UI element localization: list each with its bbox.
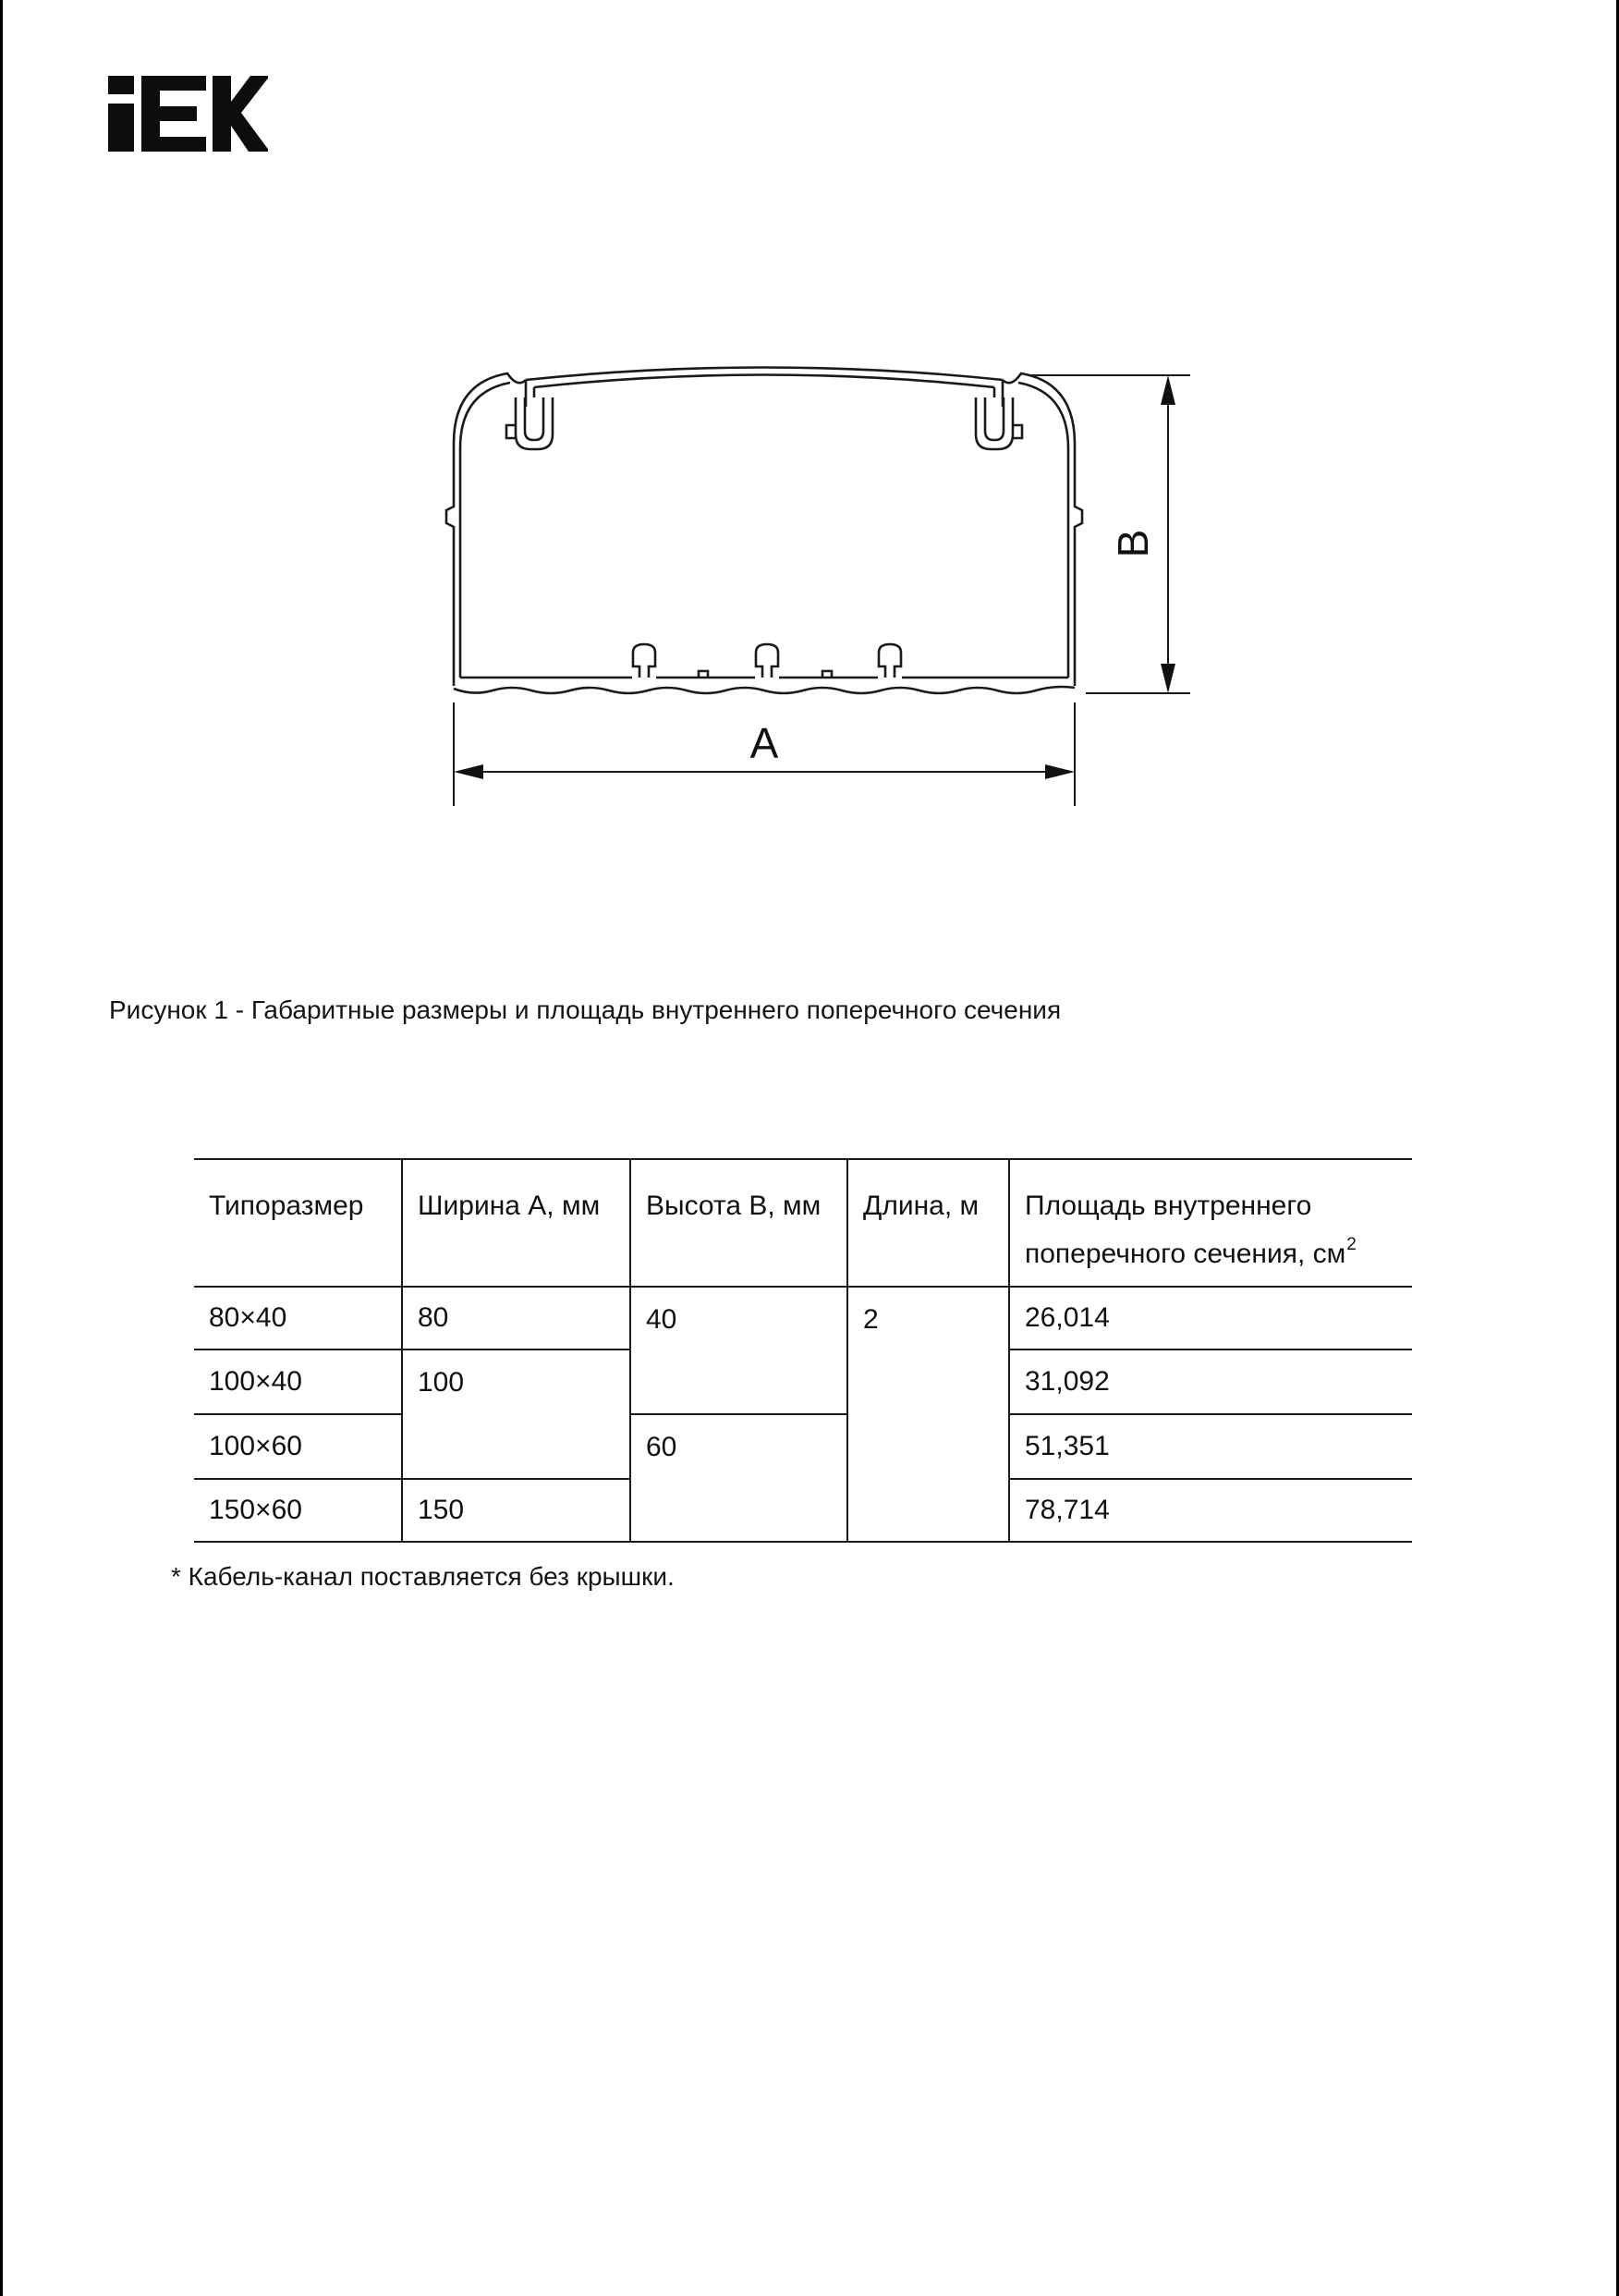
cell-area: 51,351 (1009, 1414, 1412, 1479)
left-clip (516, 397, 553, 449)
width-dimension-label: A (749, 719, 779, 767)
cell-height: 60 (630, 1414, 847, 1542)
arrowhead-down-icon (1161, 664, 1175, 693)
col-header-area-superscript: 2 (1346, 1235, 1357, 1254)
cell-width: 80 (402, 1287, 630, 1350)
cell-length: 2 (847, 1287, 1009, 1542)
dimension-lines (454, 375, 1190, 806)
col-header-size: Типоразмер (194, 1159, 402, 1287)
scan-edge-left (0, 0, 3, 2296)
cell-area: 26,014 (1009, 1287, 1412, 1350)
iek-logo (106, 76, 268, 152)
cell-size: 100×40 (194, 1350, 402, 1414)
arrowhead-left-icon (454, 764, 483, 779)
stud (756, 644, 778, 678)
table-row (194, 1414, 1412, 1479)
cell-width: 150 (402, 1479, 630, 1542)
cell-area: 78,714 (1009, 1479, 1412, 1542)
cell-height: 40 (630, 1287, 847, 1414)
right-clip (976, 397, 1013, 449)
logo-e (141, 76, 206, 152)
cell-size: 80×40 (194, 1287, 402, 1350)
stud (879, 644, 901, 678)
stud (633, 644, 655, 678)
arrowhead-up-icon (1161, 375, 1175, 405)
arrowhead-right-icon (1045, 764, 1075, 779)
cell-size: 100×60 (194, 1414, 402, 1479)
logo-k (213, 76, 268, 152)
profile-drawing (407, 324, 1238, 823)
cell-size: 150×60 (194, 1479, 402, 1542)
table-row (194, 1287, 1412, 1350)
table-header-row (194, 1159, 1412, 1287)
col-header-area (1009, 1159, 1412, 1287)
logo-i-body (108, 104, 134, 152)
cell-area: 31,092 (1009, 1350, 1412, 1414)
cell-width: 100 (402, 1350, 630, 1479)
figure-caption: Рисунок 1 - Габаритные размеры и площадь внутреннего поперечного сечения (109, 995, 1062, 1024)
logo-i-dot (108, 76, 134, 94)
col-header-length: Длина, м (847, 1159, 1009, 1287)
height-dimension-label: B (1109, 529, 1157, 558)
footnote: * Кабель-канал поставляется без крышки. (171, 1562, 675, 1591)
col-header-height: Высота В, мм (630, 1159, 847, 1287)
col-header-width: Ширина А, мм (402, 1159, 630, 1287)
col-header-area-text: Площадь внутреннего поперечного сечения, см (1025, 1191, 1346, 1269)
dimensions-table (194, 1158, 1412, 1543)
cable-channel-outline (446, 368, 1082, 694)
